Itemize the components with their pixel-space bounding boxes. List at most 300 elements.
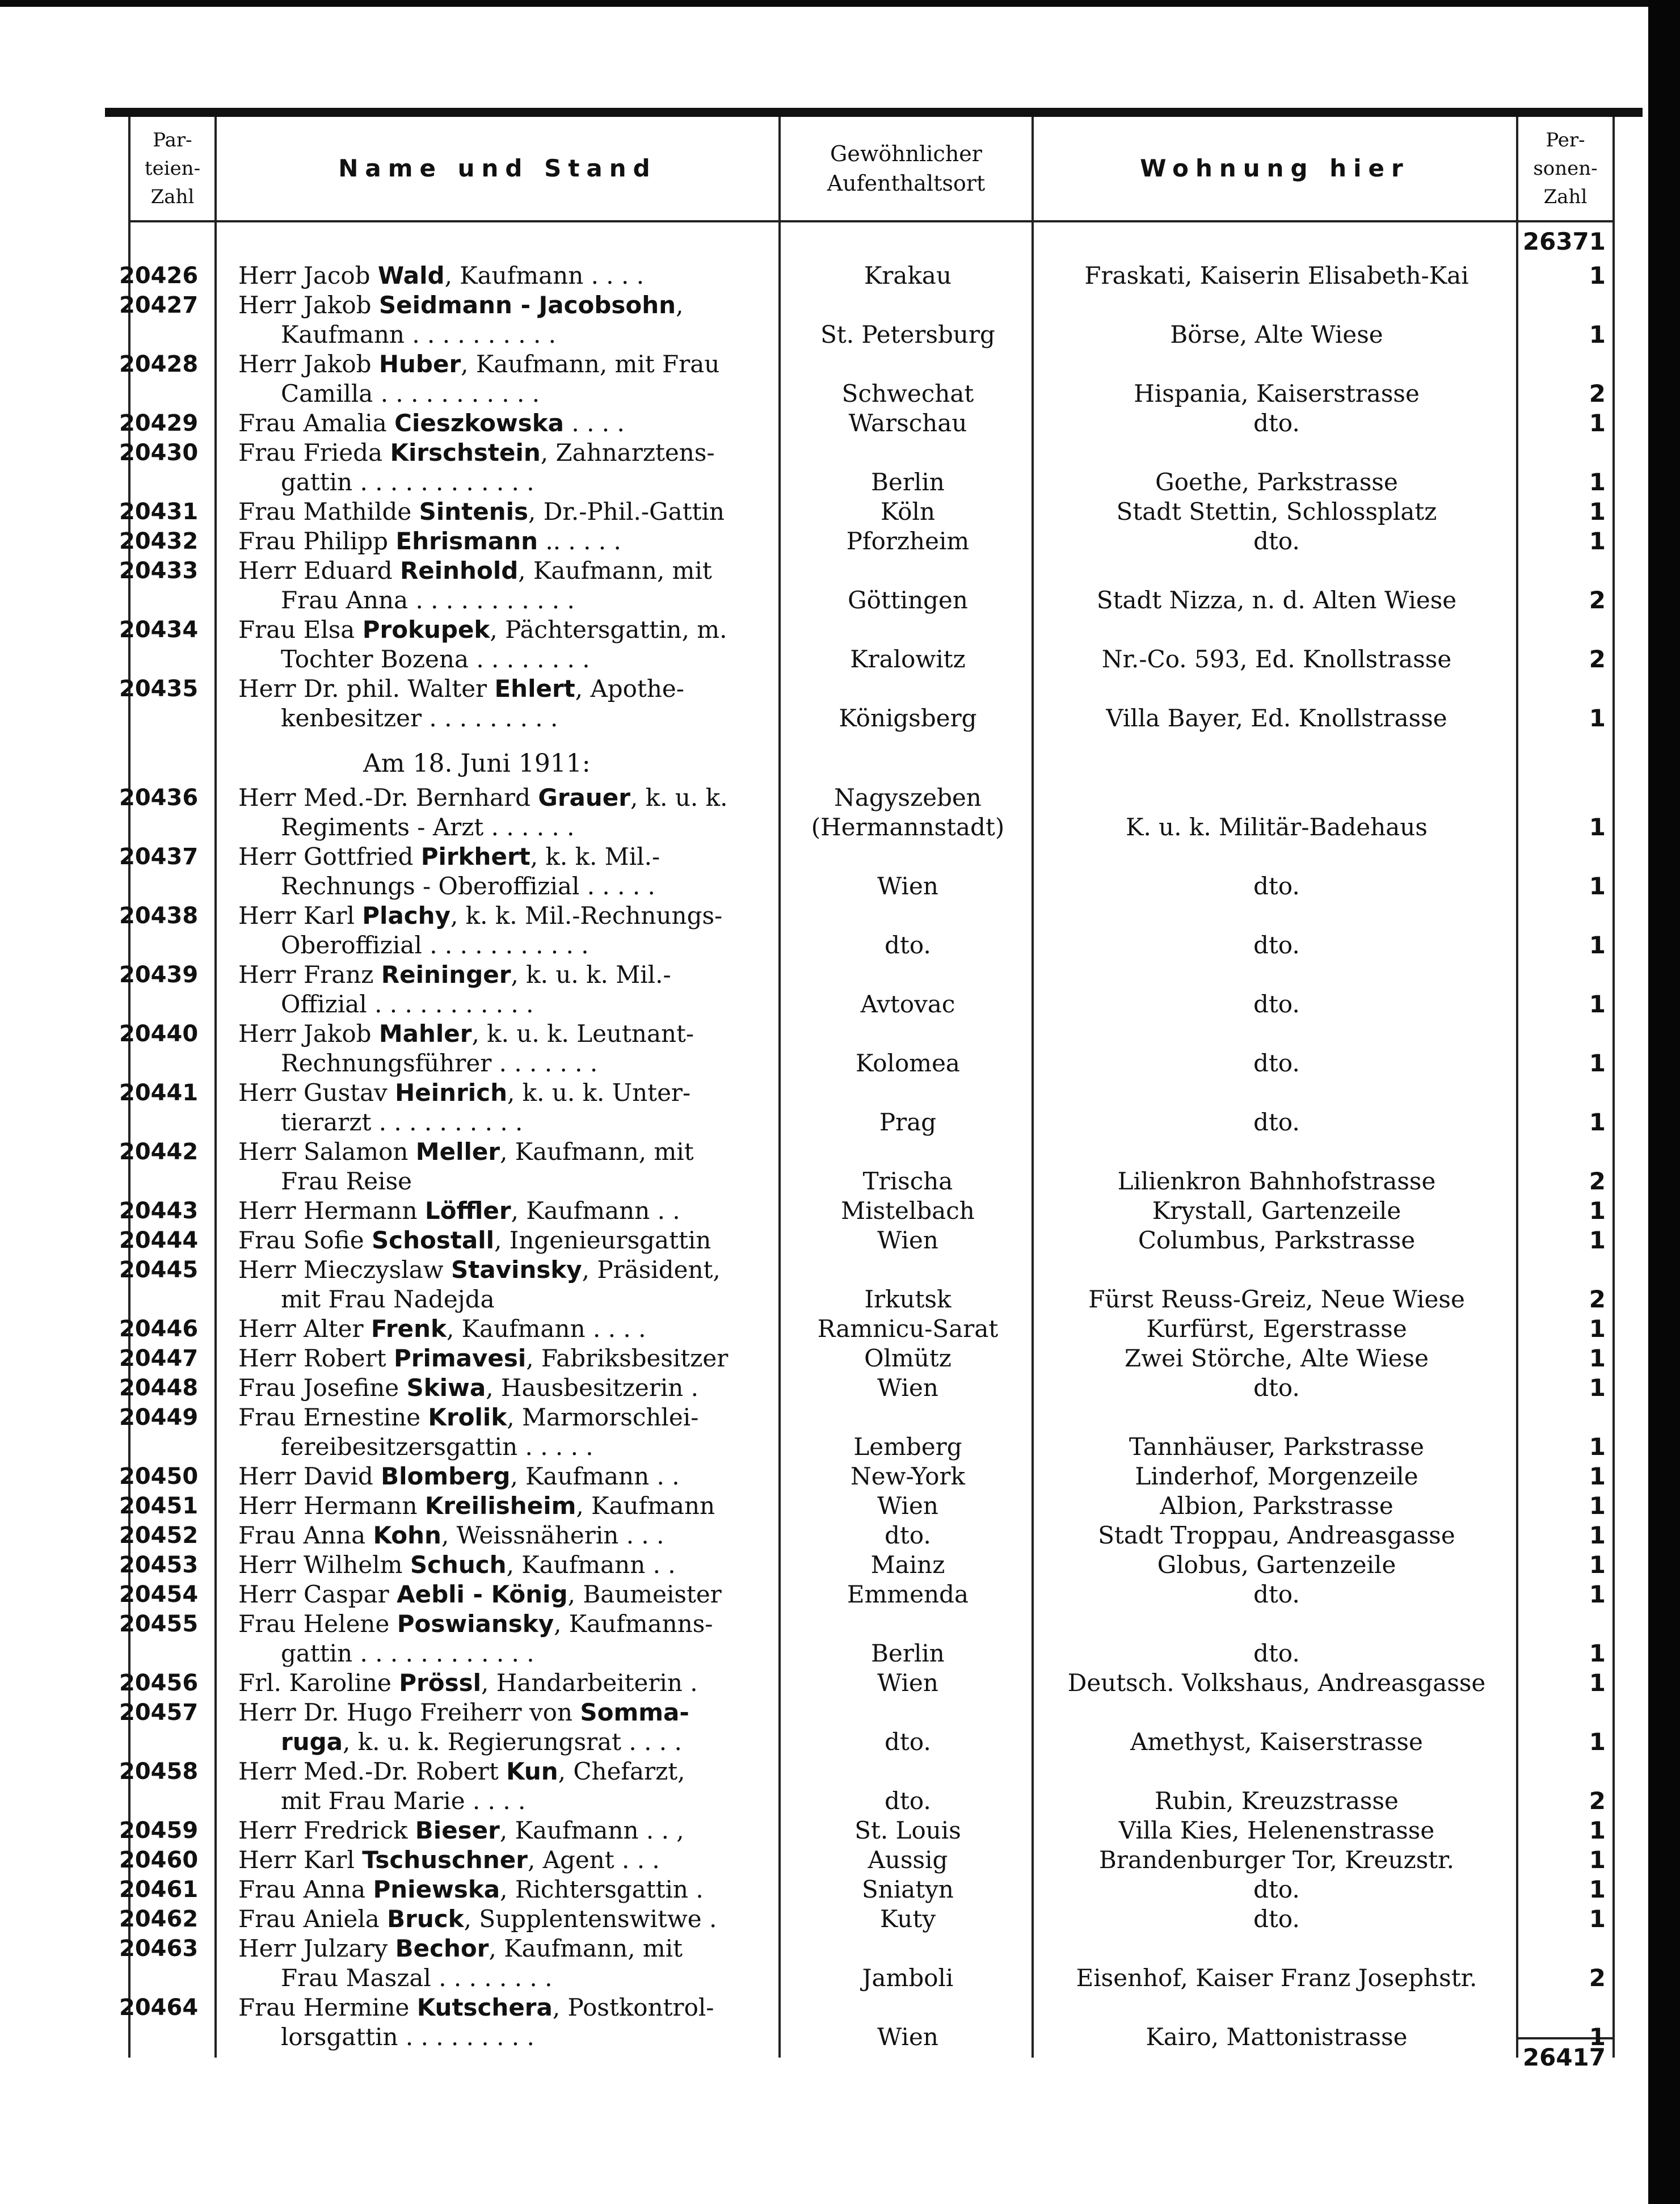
name-line [238, 291, 766, 320]
header-name: Name und Stand [338, 154, 657, 182]
name-continuation [281, 1049, 766, 1078]
name-continuation [281, 1786, 766, 1816]
surname: Mahler [378, 1020, 472, 1048]
occupation: , Postkontrol- [552, 1993, 714, 2021]
table-row [0, 1521, 1648, 1550]
party-number: 20442 [119, 1139, 199, 1165]
title-firstname: Herr Karl [238, 902, 363, 929]
surname: Prokupek [362, 616, 490, 643]
person-count: 1 [1589, 1433, 1606, 1461]
occupation-continuation: gattin . . . . . . . . . . . . [281, 1639, 534, 1667]
usual-residence: dto. [885, 1521, 931, 1549]
header-partei: Par- teien- Zahl [144, 129, 201, 208]
surname: Huber [378, 350, 461, 378]
party-number: 20453 [119, 1552, 199, 1578]
usual-residence: Wien [877, 872, 938, 900]
table-row [0, 674, 1648, 733]
occupation: , Kaufmann . . [511, 1197, 680, 1225]
party-number: 20436 [119, 785, 199, 811]
person-count: 1 [1589, 1049, 1606, 1077]
surname: Grauer [538, 784, 631, 811]
table-row [0, 438, 1648, 497]
carry-over-total: 26371 [1522, 228, 1606, 255]
name-line [238, 1993, 766, 2022]
usual-residence: Kolomea [856, 1049, 960, 1077]
name-line [238, 1934, 766, 1963]
occupation-continuation: gattin . . . . . . . . . . . . [281, 468, 534, 496]
name-line [238, 556, 766, 586]
name-continuation [281, 872, 766, 901]
surname: Frenk [370, 1315, 447, 1343]
name-line [238, 1550, 766, 1580]
person-count: 1 [1589, 1639, 1606, 1667]
person-count: 1 [1589, 1374, 1606, 1402]
usual-residence: Schwechat [841, 380, 974, 407]
occupation: , Fabriksbesitzer [526, 1344, 729, 1372]
table-row [0, 556, 1648, 615]
person-count: 1 [1589, 1669, 1606, 1697]
person-count: 1 [1589, 1197, 1606, 1225]
usual-residence: Trischa [862, 1167, 953, 1195]
title-firstname: Frau Ernestine [238, 1403, 428, 1431]
surname: Seidmann - Jacobsohn [378, 291, 676, 319]
occupation: , Kaufmann . . . . [444, 262, 645, 289]
occupation-continuation: Camilla . . . . . . . . . . . [281, 380, 540, 407]
name-continuation [281, 813, 766, 842]
local-lodging: dto. [1253, 990, 1300, 1018]
person-count: 1 [1589, 1551, 1606, 1579]
header-rule [128, 220, 1615, 222]
occupation: , Kaufmanns- [554, 1610, 713, 1638]
occupation-continuation: Frau Anna . . . . . . . . . . . [281, 586, 575, 614]
local-lodging: Kairo, Mattonistrasse [1146, 2023, 1408, 2051]
title-firstname: Herr Eduard [238, 557, 400, 584]
occupation: , Chefarzt, [558, 1757, 685, 1785]
surname: Löffler [424, 1197, 511, 1225]
occupation-continuation: fereibesitzersgattin . . . . . [281, 1433, 593, 1461]
title-firstname: Herr Med.-Dr. Robert [238, 1757, 507, 1785]
occupation: , Weissnäherin . . . [441, 1521, 664, 1549]
occupation: , Dr.-Phil.-Gattin [528, 498, 725, 525]
party-number: 20450 [119, 1463, 199, 1490]
person-count: 1 [1589, 931, 1606, 959]
occupation: , Kaufmann, mit [489, 1934, 683, 1962]
occupation: , Kaufmann . . [510, 1462, 680, 1490]
usual-residence: Mainz [870, 1551, 945, 1579]
person-count: 1 [1589, 1344, 1606, 1372]
occupation: , Apothe- [575, 675, 684, 703]
occupation: , Marmorschlei- [507, 1403, 699, 1431]
title-firstname: Frau Elsa [238, 616, 363, 643]
local-lodging: Hispania, Kaiserstrasse [1134, 380, 1420, 407]
name-line [238, 1462, 766, 1491]
occupation: , k. u. k. Mil.- [511, 961, 671, 989]
name-line [238, 1521, 766, 1550]
party-number: 20451 [119, 1493, 199, 1519]
local-lodging: Nr.-Co. 593, Ed. Knollstrasse [1101, 645, 1452, 673]
table-row [0, 350, 1648, 409]
occupation-continuation: Oberoffizial . . . . . . . . . . . [281, 931, 589, 959]
local-lodging: Fürst Reuss-Greiz, Neue Wiese [1088, 1285, 1465, 1313]
local-lodging: Rubin, Kreuzstrasse [1155, 1787, 1399, 1815]
name-line [238, 1609, 766, 1639]
title-firstname: Herr Karl [238, 1846, 363, 1874]
usual-residence: Krakau [864, 262, 952, 289]
surname: Bruck [387, 1905, 464, 1933]
local-lodging: dto. [1253, 1108, 1300, 1136]
occupation: , [676, 291, 684, 319]
table-row [0, 1757, 1648, 1816]
occupation-continuation: Frau Maszal . . . . . . . . [281, 1964, 553, 1992]
local-lodging: Eisenhof, Kaiser Franz Josephstr. [1076, 1964, 1477, 1992]
person-count: 2 [1589, 1964, 1606, 1992]
surname: Kun [506, 1757, 558, 1785]
table-row [0, 901, 1648, 960]
person-count: 1 [1589, 813, 1606, 841]
usual-residence: Warschau [848, 409, 967, 437]
header-personen: Per- sonen- Zahl [1533, 129, 1598, 208]
occupation: , Kaufmann, mit [500, 1138, 694, 1166]
usual-residence: dto. [885, 1728, 931, 1756]
table-row [0, 497, 1648, 527]
party-number: 20430 [119, 440, 199, 466]
person-count: 1 [1589, 409, 1606, 437]
title-firstname: Frau Helene [238, 1610, 397, 1638]
title-firstname: Frau Sofie [238, 1226, 372, 1254]
occupation: , Ingenieursgattin [494, 1226, 711, 1254]
surname: Somma- [580, 1698, 689, 1726]
local-lodging: dto. [1253, 527, 1300, 555]
surname-continuation: ruga [281, 1728, 343, 1756]
name-line [238, 1137, 766, 1167]
surname: Prössl [399, 1669, 482, 1697]
title-firstname: Herr Salamon [238, 1138, 416, 1166]
local-lodging: K. u. k. Militär-Badehaus [1126, 813, 1428, 841]
person-count: 1 [1589, 498, 1606, 525]
party-number: 20427 [119, 292, 199, 318]
header-wohnung: Wohnung hier [1140, 154, 1410, 182]
usual-residence: Ramnicu-Sarat [817, 1315, 999, 1343]
party-number: 20454 [119, 1582, 199, 1608]
person-count: 1 [1589, 1846, 1606, 1874]
person-count: 1 [1589, 1315, 1606, 1343]
party-number: 20440 [119, 1021, 199, 1047]
surname: Schostall [371, 1226, 495, 1254]
occupation-continuation: Tochter Bozena . . . . . . . . [281, 645, 590, 673]
title-firstname: Herr Hermann [238, 1492, 425, 1520]
name-line [238, 1845, 766, 1875]
person-count: 2 [1589, 645, 1606, 673]
table-row [0, 1403, 1648, 1462]
surname: Primavesi [393, 1344, 527, 1372]
surname: Pirkhert [420, 843, 530, 870]
local-lodging: Zwei Störche, Alte Wiese [1125, 1344, 1429, 1372]
table-row [0, 1816, 1648, 1845]
person-count: 1 [1589, 1108, 1606, 1136]
surname: Wald [377, 262, 445, 289]
date-heading: Am 18. Juni 1911: [363, 749, 591, 778]
party-number: 20435 [119, 676, 199, 702]
party-number: 20464 [119, 1995, 199, 2021]
usual-residence: Pforzheim [846, 527, 970, 555]
name-continuation [281, 2022, 766, 2052]
person-count: 1 [1589, 1728, 1606, 1756]
table-row [0, 1904, 1648, 1934]
table-row [0, 1550, 1648, 1580]
local-lodging: Villa Bayer, Ed. Knollstrasse [1106, 704, 1447, 732]
surname: Stavinsky [451, 1256, 582, 1284]
usual-residence: Avtovac [860, 990, 955, 1018]
occupation-continuation: Rechnungs - Oberoffizial . . . . . [281, 872, 655, 900]
local-lodging: Fraskati, Kaiserin Elisabeth-Kai [1084, 262, 1469, 289]
party-number: 20456 [119, 1670, 199, 1696]
usual-residence: Lemberg [853, 1433, 962, 1461]
table-row [0, 291, 1648, 350]
title-firstname: Herr Caspar [238, 1580, 397, 1608]
usual-residence: Berlin [871, 468, 945, 496]
person-count: 2 [1589, 1787, 1606, 1815]
title-firstname: Herr Med.-Dr. Bernhard [238, 784, 538, 811]
surname: Ehrismann [395, 527, 538, 555]
table-row [0, 409, 1648, 438]
name-line [238, 674, 766, 704]
name-continuation [281, 931, 766, 960]
name-continuation [281, 1639, 766, 1668]
table-row [0, 783, 1648, 842]
occupation: , k. u. k. [630, 784, 728, 811]
title-firstname: Herr Hermann [238, 1197, 425, 1225]
usual-residence-alt: (Hermannstadt) [811, 813, 1005, 841]
table-row [0, 1698, 1648, 1757]
table-row [0, 1314, 1648, 1344]
surname: Poswiansky [397, 1610, 554, 1638]
occupation-continuation: lorsgattin . . . . . . . . . [281, 2023, 534, 2051]
occupation-continuation: mit Frau Nadejda [281, 1285, 495, 1313]
occupation: , Pächtersgattin, m. [490, 616, 727, 643]
party-number: 20463 [119, 1936, 199, 1962]
name-line [238, 1698, 766, 1727]
title-firstname: Frau Hermine [238, 1993, 417, 2021]
surname: Reininger [381, 961, 511, 989]
person-count: 1 [1589, 468, 1606, 496]
occupation: , Kaufmann [576, 1492, 715, 1520]
occupation: , k. k. Mil.- [530, 843, 660, 870]
local-lodging: Albion, Parkstrasse [1160, 1492, 1393, 1520]
usual-residence: Kralowitz [850, 645, 966, 673]
header-ort: Gewöhnlicher Aufenthaltsort [827, 141, 986, 196]
table-row [0, 1580, 1648, 1609]
surname: Tschuschner [362, 1846, 528, 1874]
local-lodging: dto. [1253, 872, 1300, 900]
title-firstname: Herr Mieczyslaw [238, 1256, 451, 1284]
name-continuation [281, 990, 766, 1019]
local-lodging: Goethe, Parkstrasse [1155, 468, 1398, 496]
usual-residence: Königsberg [839, 704, 977, 732]
party-number: 20445 [119, 1257, 199, 1283]
party-number: 20426 [119, 263, 199, 289]
name-line [238, 1196, 766, 1226]
party-number: 20460 [119, 1847, 199, 1873]
local-lodging: Linderhof, Morgenzeile [1135, 1462, 1418, 1490]
person-count: 1 [1589, 262, 1606, 289]
local-lodging: Deutsch. Volkshaus, Andreasgasse [1067, 1669, 1486, 1697]
usual-residence: Wien [877, 2023, 938, 2051]
name-continuation [281, 586, 766, 615]
local-lodging: dto. [1253, 1374, 1300, 1402]
occupation: , Agent . . . [527, 1846, 660, 1874]
table-row [0, 1078, 1648, 1137]
title-firstname: Herr David [238, 1462, 381, 1490]
title-firstname: Frau Philipp [238, 527, 396, 555]
occupation: , Handarbeiterin . [481, 1669, 698, 1697]
table-row [0, 1993, 1648, 2052]
occupation-continuation: Offizial . . . . . . . . . . . [281, 990, 534, 1018]
name-line [238, 1403, 766, 1432]
title-firstname: Herr Gottfried [238, 843, 421, 870]
title-firstname: Herr Dr. phil. Walter [238, 675, 495, 703]
table-row [0, 960, 1648, 1019]
table-row [0, 1845, 1648, 1875]
usual-residence: Nagyszeben [834, 784, 982, 811]
table-row [0, 1373, 1648, 1403]
local-lodging: dto. [1253, 1580, 1300, 1608]
usual-residence: Wien [877, 1374, 938, 1402]
surname: Schuch [410, 1551, 507, 1579]
name-line [238, 1491, 766, 1521]
name-line [238, 409, 766, 438]
usual-residence: Sniatyn [862, 1875, 954, 1903]
occupation: , Kaufmann . . , [499, 1816, 684, 1844]
usual-residence: Göttingen [848, 586, 968, 614]
party-number: 20432 [119, 528, 199, 554]
person-count: 1 [1589, 704, 1606, 732]
title-firstname: Frau Mathilde [238, 498, 419, 525]
title-firstname: Herr Jakob [238, 291, 379, 319]
name-line [238, 1314, 766, 1344]
name-continuation [281, 1285, 766, 1314]
name-continuation [281, 1108, 766, 1137]
title-firstname: Frau Josefine [238, 1374, 407, 1402]
party-number: 20443 [119, 1198, 199, 1224]
party-number: 20439 [119, 962, 199, 988]
name-line [238, 261, 766, 291]
title-firstname: Herr Jakob [238, 350, 379, 378]
usual-residence: Irkutsk [864, 1285, 951, 1313]
occupation-continuation: Regiments - Arzt . . . . . . [281, 813, 575, 841]
usual-residence: Aussig [868, 1846, 948, 1874]
occupation: . . . . [564, 409, 625, 437]
scan-border-right [1648, 0, 1680, 2204]
local-lodging: Stadt Nizza, n. d. Alten Wiese [1096, 586, 1457, 614]
name-line [238, 1904, 766, 1934]
name-line [238, 960, 766, 990]
name-continuation [281, 1432, 766, 1462]
table-row [0, 1137, 1648, 1196]
table-row [0, 527, 1648, 556]
party-number: 20452 [119, 1522, 199, 1549]
title-firstname: Herr Wilhelm [238, 1551, 410, 1579]
surname: Bechor [395, 1934, 489, 1962]
table-row [0, 261, 1648, 291]
surname: Kutschera [416, 1993, 553, 2021]
local-lodging: Stadt Stettin, Schlossplatz [1116, 498, 1437, 525]
occupation: , Hausbesitzerin . [486, 1374, 699, 1402]
occupation: , Kaufmann, mit Frau [461, 350, 720, 378]
surname: Skiwa [406, 1374, 486, 1402]
occupation: .. . . . . [538, 527, 621, 555]
person-count: 1 [1589, 1521, 1606, 1549]
local-lodging: dto. [1253, 1639, 1300, 1667]
usual-residence: Köln [880, 498, 936, 525]
person-count: 1 [1589, 527, 1606, 555]
title-firstname: Frau Anna [238, 1521, 373, 1549]
usual-residence: Prag [879, 1108, 937, 1136]
table-row [0, 1934, 1648, 1993]
name-line [238, 1816, 766, 1845]
occupation: , Baumeister [567, 1580, 722, 1608]
usual-residence: Wien [877, 1226, 938, 1254]
name-line [238, 350, 766, 379]
usual-residence: St. Louis [854, 1816, 961, 1844]
title-firstname: Herr Gustav [238, 1079, 395, 1107]
surname: Kohn [373, 1521, 441, 1549]
local-lodging: dto. [1253, 1905, 1300, 1933]
title-firstname: Herr Julzary [238, 1934, 395, 1962]
local-lodging: Villa Kies, Helenenstrasse [1118, 1816, 1435, 1844]
party-number: 20444 [119, 1227, 199, 1254]
local-lodging: Tannhäuser, Parkstrasse [1129, 1433, 1425, 1461]
surname: Blomberg [381, 1462, 511, 1490]
surname: Meller [415, 1138, 500, 1166]
occupation: , k. k. Mil.-Rechnungs- [450, 902, 723, 929]
name-line [238, 1019, 766, 1049]
occupation: , Kaufmann . . . . [446, 1315, 646, 1343]
surname: Heinrich [395, 1079, 507, 1107]
name-line [238, 783, 766, 813]
party-number: 20446 [119, 1316, 199, 1342]
title-firstname: Frau Aniela [238, 1905, 388, 1933]
local-lodging: Brandenburger Tor, Kreuzstr. [1099, 1846, 1454, 1874]
occupation-continuation: Kaufmann . . . . . . . . . . [281, 321, 556, 348]
person-count: 1 [1589, 321, 1606, 348]
person-count: 2 [1589, 380, 1606, 407]
local-lodging: dto. [1253, 1049, 1300, 1077]
party-number: 20449 [119, 1404, 199, 1431]
person-count: 1 [1589, 1875, 1606, 1903]
surname: Sintenis [419, 498, 528, 525]
local-lodging: dto. [1253, 1875, 1300, 1903]
person-count: 1 [1589, 1492, 1606, 1520]
party-number: 20438 [119, 903, 199, 929]
title-firstname: Frl. Karoline [238, 1669, 399, 1697]
usual-residence: dto. [885, 931, 931, 959]
party-number: 20462 [119, 1906, 199, 1932]
party-number: 20457 [119, 1700, 199, 1726]
surname: Reinhold [399, 557, 519, 584]
person-count: 2 [1589, 1285, 1606, 1313]
name-line [238, 1255, 766, 1285]
title-firstname: Frau Anna [238, 1875, 373, 1903]
table-row [0, 1875, 1648, 1904]
usual-residence: Emmenda [847, 1580, 969, 1608]
title-firstname: Herr Fredrick [238, 1816, 415, 1844]
name-continuation [281, 320, 766, 350]
occupation: , Richtersgattin . [500, 1875, 704, 1903]
occupation-continuation: tierarzt . . . . . . . . . . [281, 1108, 523, 1136]
name-line [238, 1344, 766, 1373]
name-continuation [281, 379, 766, 409]
person-count: 1 [1589, 1905, 1606, 1933]
